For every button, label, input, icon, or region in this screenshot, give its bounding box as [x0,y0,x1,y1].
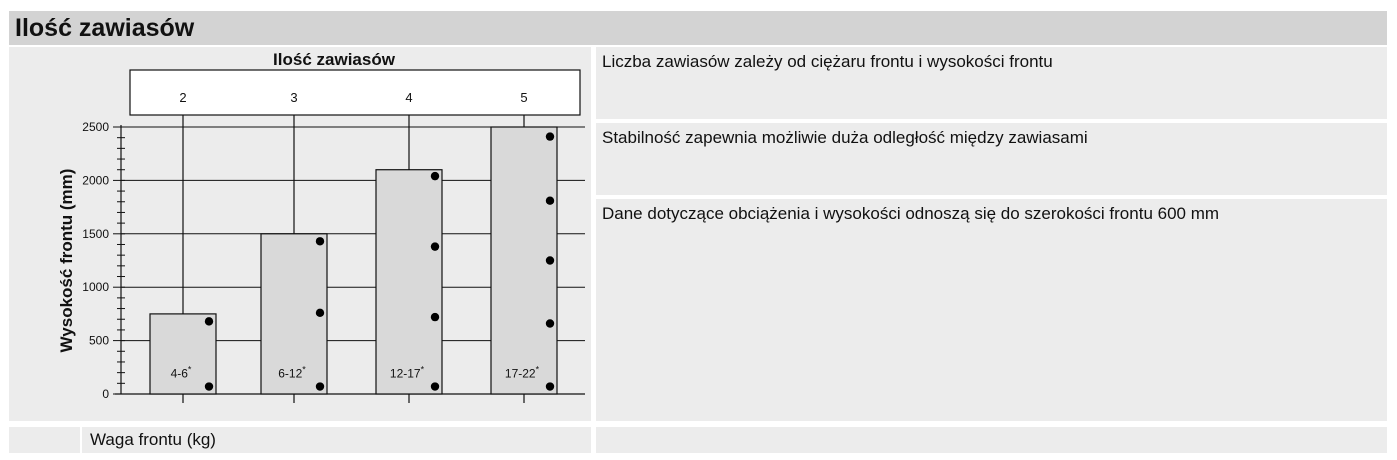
hinge-dot [546,132,554,140]
hinge-dot [431,172,439,180]
category-label-2: 2 [179,90,187,105]
note-text: Dane dotyczące obciążenia i wysokości odnoszą się do szerokości frontu 600 mm [602,204,1220,223]
chart-title: Ilość zawiasów [273,50,395,69]
hinge-chart [0,0,600,430]
bar-4 [376,170,442,394]
hinge-dot [546,382,554,390]
category-label-5: 5 [520,90,528,105]
hinge-count-box [130,70,580,115]
note-stability [596,123,1387,195]
hinge-dot [431,313,439,321]
bar-label-4: 12-17* [389,364,425,381]
hinge-dot [205,317,213,325]
footer-right [596,427,1387,453]
footer-spacer [9,427,80,453]
y-tick-label: 500 [88,333,109,348]
y-tick-label: 1500 [82,226,109,241]
y-tick-label: 0 [102,387,109,401]
hinge-dot [316,237,324,245]
category-label-3: 3 [290,90,298,105]
section-title: Ilość zawiasów [15,14,195,42]
footer-weight [82,427,591,453]
bar-label-3: 6-12* [278,364,306,381]
category-label-4: 4 [405,90,413,105]
bar-label-2: 4-6* [170,364,192,381]
y-axis-label: Wysokość frontu (mm) [57,168,76,353]
y-tick-label: 1000 [82,280,109,295]
hinge-dot [205,382,213,390]
y-tick-label: 2000 [82,173,109,188]
hinge-dot [546,256,554,264]
bar-label-5: 17-22* [504,364,540,381]
note-text: Liczba zawiasów zależy od ciężaru frontu i wysokości frontu [602,52,1053,71]
hinge-dot [316,382,324,390]
hinge-dot [546,196,554,204]
note-width [596,199,1387,421]
note-hinge-count [596,47,1387,119]
hinge-dot [546,319,554,327]
hinge-dot [316,309,324,317]
weight-axis-label: Waga frontu (kg) [90,430,216,449]
hinge-dot [431,382,439,390]
bar-2 [150,314,216,394]
note-text: Stabilność zapewnia możliwie duża odległość między zawiasami [602,128,1088,147]
hinge-dot [431,242,439,250]
y-tick-label: 2500 [82,120,109,134]
